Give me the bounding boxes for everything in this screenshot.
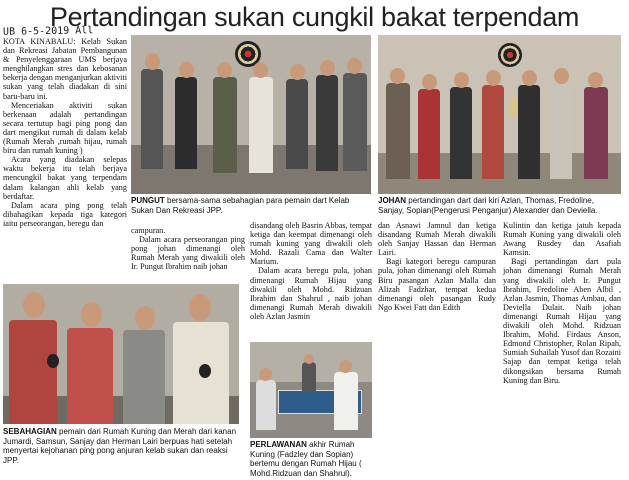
head xyxy=(189,294,211,321)
paragraph: disandang oleh Basrin Abbas, tempat ketiga dan keempat dimenangi oleh rumah kuning yang diwakili oleh Mohd. Razali Cama dan Walter Marium. xyxy=(250,221,372,267)
head xyxy=(253,62,268,78)
photo-dart-champions xyxy=(378,35,621,194)
caption-lead: PERLAWANAN xyxy=(250,440,307,449)
caption-text: bersama-sama sebahagian para pemain dart Kelab Sukan Dan Rekreasi JPP. xyxy=(131,196,350,215)
caption-text: pemain dari Rumah Kuning dan Merah dari kanan Jumardi, Samsun, Sanjay dan Herman Lairi berpuas hati setelah menyertai kejohanan ping pong anjuran kelab sukan dan reaksi JPP. xyxy=(3,427,237,465)
article-column-5 xyxy=(503,221,621,385)
head xyxy=(554,68,569,84)
caption-text: pertandingan dart dari kiri Azlan, Thomas, Fredoline, Sanjay, Sopian(Pengerusi Penganjur) Alexander dan Deviella. xyxy=(378,196,598,215)
paragraph: dan Asnawi Jamnul dan ketiga disandang Rumah Merah diwakili oleh Sanjay Hassan dan Herman Lairi. xyxy=(378,221,496,258)
headline: Pertandingan sukan cungkil bakat terpendam xyxy=(49,2,580,32)
head xyxy=(347,58,362,74)
person xyxy=(550,83,572,179)
article-column-1 xyxy=(3,37,127,228)
person xyxy=(123,330,165,424)
person xyxy=(302,362,316,392)
article-column-2 xyxy=(131,226,245,271)
head xyxy=(304,354,314,364)
person xyxy=(418,89,440,179)
head xyxy=(179,62,194,78)
caption-dart-champions xyxy=(378,196,621,215)
paragraph: Bagi kategori beregu campuran pula, johan dimenangi oleh Rumah Biru pasangan Azlan Malla dan Alizah Fadzhar, tempat kedua dimenangi oleh pasangan Rudy Ngo Kwei Fatt dan Edith xyxy=(378,257,496,312)
head xyxy=(422,74,437,90)
person xyxy=(175,77,197,169)
head xyxy=(522,70,537,86)
paragraph: Dalam acara perseorangan ping pong johan dimenangi oleh Rumah Merah yang diwakili oleh Ir. Pungut Ibrahim naib johan xyxy=(131,235,245,272)
photo-dart-players xyxy=(131,35,371,194)
caption-lead: SEBAHAGIAN xyxy=(3,427,57,436)
article-column-3 xyxy=(250,221,372,321)
person xyxy=(334,372,358,430)
paragraph: KOTA KINABALU: Kelab Sukan dan Rekreasi Jabatan Pembangunan & Penyelenggaraan UMS berjaya menghilangkan stres dan kebosanan bekerja dengan menganjurkan aktiviti sukan yang telah diadakan di sini baru-baru ini. xyxy=(3,37,127,101)
head xyxy=(135,306,155,330)
person xyxy=(343,73,367,171)
head xyxy=(81,302,102,327)
handwritten-date-note: UB 6-5-2019 All xyxy=(2,25,94,38)
paragraph: campuran. xyxy=(131,226,166,235)
paragraph: Dalam acara beregu pula, johan dimenangi Rumah Hijau yang diwakili oleh Mohd. Ridzuan Ibrahim dan Shahrul , naib johan dimenangi Rumah Merah diwakili oleh Azlan Jasmin xyxy=(250,266,372,321)
person xyxy=(482,85,504,179)
paddle-icon xyxy=(199,364,211,378)
paragraph: Dalam acara ping pong telah dibahagikan kepada tiga kategori iaitu perseorangan, beregu dan xyxy=(3,200,127,228)
head xyxy=(290,64,305,80)
caption-text: akhir Rumah Kuning (Fadzley dan Sopian) bertemu dengan Rumah Hijau ( Mohd.Ridzuan dan Shahrul). xyxy=(250,440,362,478)
person xyxy=(584,87,608,179)
dartboard-icon xyxy=(498,43,522,67)
person xyxy=(256,380,276,430)
person xyxy=(141,69,163,169)
paragraph: Bagi pertandingan dart pula johan dimenangi Rumah Merah yang diwakili oleh Ir. Pungut Ibrahim, Fredoline Aben Albil , Azlan Jasmin, Thomas Ambau, dan Deviella Dulait. Naib johan dimenangi Rumah Hijau yang diwakili oleh Mohd. Ridzuan Ibrahim, Mohd. Firdaus Anson, Edmond Christopher, Rolan Ripah, Sumiah Suhailah Yusof dan Rozaini Sajap dan tempat ketiga telah dikongsikan bersama Rumah Kuning dan Biru. xyxy=(503,257,621,385)
head xyxy=(320,60,335,76)
caption-pingpong-players xyxy=(3,427,239,465)
head xyxy=(486,70,501,86)
person xyxy=(9,320,57,424)
head xyxy=(145,53,160,70)
person xyxy=(450,87,472,179)
person xyxy=(67,328,113,424)
person xyxy=(286,79,308,169)
head xyxy=(390,68,405,84)
head xyxy=(217,62,232,78)
paddle-icon xyxy=(47,354,59,368)
head xyxy=(339,360,352,373)
head xyxy=(454,72,469,88)
article-column-4 xyxy=(378,221,496,312)
caption-pingpong-match xyxy=(250,440,372,478)
head xyxy=(23,292,45,318)
caption-lead: JOHAN xyxy=(378,196,407,205)
person xyxy=(386,83,410,179)
person xyxy=(518,85,540,179)
person xyxy=(316,75,338,171)
paragraph: Menceriakan aktiviti sukan berkenaan adalah pertandingan secara tertutup bagi ping pong dan dart mengikut rumah di dalam kelab (Rumah Merah ,rumah hijau, rumah biru dan rumah kuning ) xyxy=(3,100,127,156)
photo-pingpong-match xyxy=(250,342,372,438)
person xyxy=(213,77,237,173)
person xyxy=(249,77,273,173)
caption-lead: PUNGUT xyxy=(131,196,165,205)
head xyxy=(588,72,603,88)
paragraph: Acara yang diadakan selepas waktu bekerja itu telah berjaya mencungkil bakat yang terpendam dalam kalangan ahli kelab yang berdaftar. xyxy=(3,155,127,201)
head xyxy=(259,368,272,381)
photo-pingpong-players xyxy=(3,284,239,424)
paragraph: Kulintin dan ketiga jatuh kepada Rumah Kuning yang diwakili oleh Awang Rusdey dan Asafiah Kamsin. xyxy=(503,221,621,258)
caption-dart-players xyxy=(131,196,371,215)
